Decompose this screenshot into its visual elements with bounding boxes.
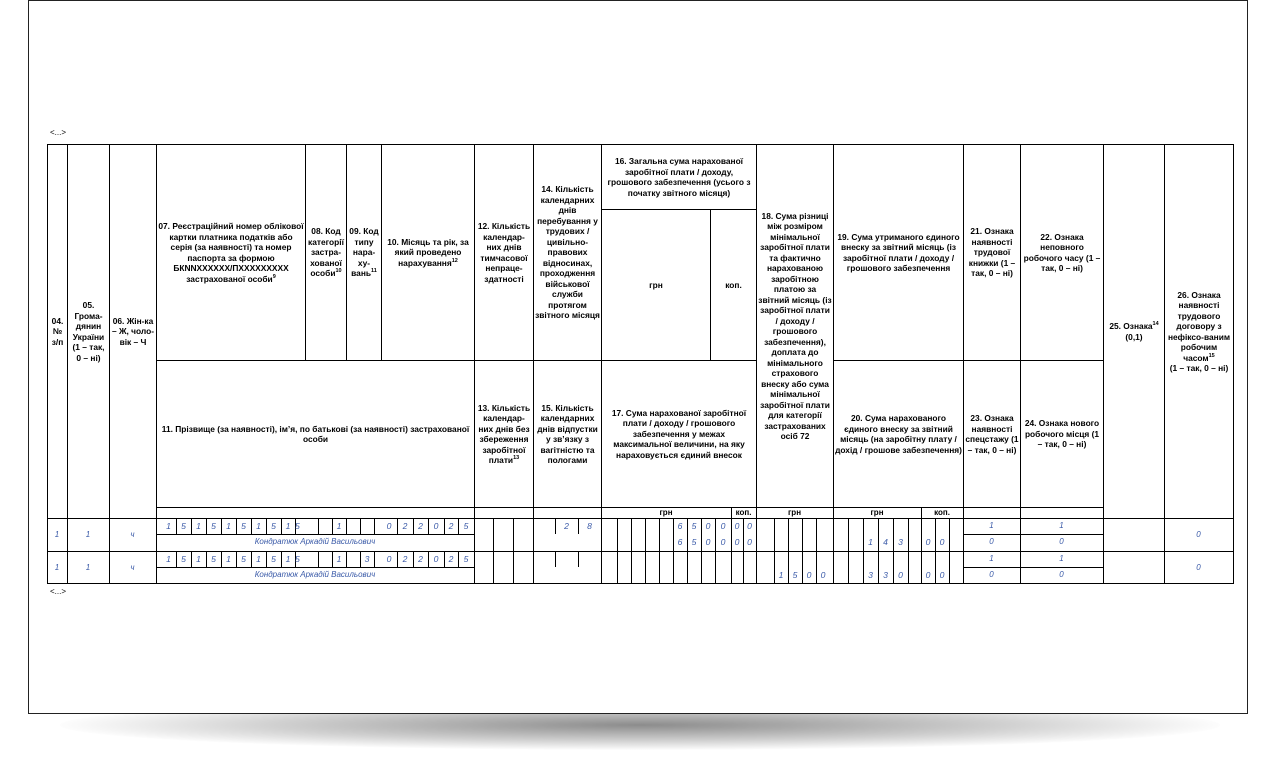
header-14	[533, 144, 602, 361]
code-divider	[346, 518, 347, 534]
flag-22: 1	[1059, 521, 1064, 530]
sum18-divider	[788, 518, 789, 551]
header-15	[533, 360, 602, 508]
header-22	[1020, 144, 1104, 361]
header-08-footnote: 10	[335, 268, 342, 275]
header-22-text: 22. Ознака неповного робочого часу (1 – так, 0 – ні)	[1023, 231, 1101, 273]
units-divider	[1020, 507, 1021, 518]
sum18-digit: 0	[820, 570, 826, 580]
sum18-divider	[774, 518, 775, 551]
row-days12-cell	[474, 518, 534, 552]
header-16-kop	[710, 209, 757, 361]
header-16-grn	[601, 209, 711, 361]
days-divider	[513, 518, 514, 551]
sum20-digit: 4	[883, 537, 888, 547]
tax-id-digit: 1	[256, 521, 261, 531]
header-18	[756, 144, 834, 508]
tax-id-digit: 5	[271, 554, 276, 564]
month-year-digit: 2	[402, 554, 408, 564]
header-25-text: 25. Ознака$^{14}$ (0,1)	[1109, 321, 1159, 342]
month-year-digit: 2	[402, 521, 408, 531]
tax-id-digit: 5	[271, 521, 276, 531]
header-16-kop-text: коп.	[725, 279, 742, 290]
month-year-digit: 5	[463, 554, 469, 564]
unit-label-18-grn: грн	[787, 508, 802, 517]
row-sum18-cell	[756, 518, 834, 552]
header-13	[474, 360, 534, 508]
tax-id-digit: 1	[196, 554, 201, 564]
units-divider	[474, 507, 475, 518]
header-08	[305, 144, 347, 361]
header-05	[67, 144, 110, 519]
unit-label-20-grn: грн	[870, 508, 884, 517]
month-year-digit: 2	[448, 554, 454, 564]
tax-id-digit: 1	[166, 554, 171, 564]
month-year-digit: 0	[433, 554, 439, 564]
header-23-text: 23. Ознака наявності спецстажу (1 – так, 0 – ні)	[965, 413, 1019, 455]
flag-23: 0	[989, 537, 994, 546]
days-divider	[555, 551, 556, 567]
sum20-divider	[949, 551, 950, 583]
row-sex: ч	[130, 563, 135, 572]
header-15-text: 15. Кількість календарних днів відпустки у зв’язку з вагітністю та пологами	[537, 402, 598, 465]
flag-24: 0	[1059, 537, 1064, 546]
sum-divider	[645, 551, 646, 583]
month-year-digit: 2	[418, 521, 423, 531]
month-year-digit: 0	[386, 554, 392, 564]
code-divider	[374, 518, 375, 534]
header-21	[963, 144, 1021, 361]
code-divider	[374, 551, 375, 567]
header-11	[156, 360, 475, 508]
header-12	[474, 144, 534, 361]
header-10	[381, 144, 475, 361]
sum17-digit: 0	[705, 537, 711, 547]
month-year-digit: 0	[433, 521, 439, 531]
flag-24: 0	[1059, 570, 1064, 579]
sum20-kop-digit: 0	[925, 537, 931, 547]
sum20-divider	[908, 551, 909, 583]
tax-id-digit: 1	[226, 521, 231, 531]
category-digit: 1	[336, 521, 342, 531]
sum16-digit: 6	[677, 521, 683, 531]
header-25-footnote: 14	[1152, 321, 1159, 328]
sum-divider	[617, 518, 618, 551]
sum-divider	[631, 551, 632, 583]
days14-digit: 8	[587, 521, 592, 531]
row-citizen: 1	[85, 563, 91, 572]
header-08-text: 08. Код категорії застра-хованої особи$^{10}$	[308, 226, 344, 279]
sum-divider	[715, 551, 716, 583]
sum16-kop-digit: 0	[734, 521, 740, 531]
sum16-digit: 0	[705, 521, 711, 531]
header-17-text: 17. Сума нарахованої заробітної плати / доходу / грошового забезпечення у межах максимальної величини, на яку нараховується єдиний внесок	[611, 407, 747, 460]
sum20-divider	[848, 551, 849, 583]
code-divider	[346, 551, 347, 567]
days-divider	[513, 551, 514, 583]
sum-divider	[731, 551, 732, 583]
sum18-digit: 0	[806, 570, 812, 580]
tax-id-digit: 5	[241, 521, 246, 531]
type-code-digit: 3	[364, 554, 370, 564]
ellipsis-top: <...>	[50, 128, 67, 137]
row-citizen: 1	[85, 530, 91, 539]
row-number: 1	[54, 530, 60, 539]
sum-divider	[645, 518, 646, 551]
header-07-footnote: 9	[272, 273, 276, 280]
sum-divider	[743, 551, 744, 583]
header-04-text: 04. № з/п	[51, 315, 64, 347]
header-18-text: 18. Сума різниці між розміром мінімальної заробітної плати та фактично нарахованою заробітною платою за звітний місяць (із заробітної плати / доходу / грошового забезпечення), доплата до мінімального страхового внеску або сума мінімальної заробітної плати для категорії застрахованих осіб 72	[758, 210, 832, 441]
row-f25-cell	[1103, 551, 1165, 584]
sum16-digit: 0	[720, 521, 726, 531]
flag-26: 0	[1196, 563, 1201, 572]
sum20-divider	[908, 518, 909, 551]
code-divider	[360, 518, 361, 534]
header-06-text: 06. Жін-ка – Ж, чоло-вік – Ч	[111, 315, 155, 347]
header-19-text: 19. Сума утриманого єдиного внеску за звітний місяць (із заробітної плати / доходу / грошового забезпечення	[837, 231, 960, 273]
code-divider	[318, 518, 319, 534]
ellipsis-bottom: <...>	[50, 587, 67, 596]
sum-divider	[687, 551, 688, 583]
header-05-text: 05. Грома-дянин України (1 – так, 0 – ні)	[72, 300, 105, 363]
sum18-divider	[816, 518, 817, 551]
header-25	[1103, 144, 1165, 519]
sum20-digit: 0	[898, 570, 903, 580]
header-13-footnote: 13	[513, 455, 520, 462]
header-21-text: 21. Ознака наявності трудової книжки (1 – так, 0 – ні)	[968, 226, 1016, 279]
header-26	[1164, 144, 1234, 519]
sum-divider	[701, 551, 702, 583]
row-days14-cell	[533, 551, 602, 584]
header-14-text: 14. Кількість календарних днів перебування у трудових / цивільно-правових відносинах, проходження військової служби протягом звітного місяця	[535, 184, 600, 321]
tax-id-digit: 1	[226, 554, 231, 564]
sum-divider	[659, 518, 660, 551]
category-digit: 1	[336, 554, 342, 564]
month-year-digit: 2	[418, 554, 423, 564]
header-17	[601, 360, 757, 508]
unit-label-16-kop: коп.	[735, 508, 752, 517]
row-sex: ч	[130, 530, 135, 539]
header-26-footnote: 15	[1208, 352, 1215, 359]
sum18-digit: 1	[778, 570, 784, 580]
tax-id-digit: 5	[211, 554, 216, 564]
sum20-kop-digit: 0	[939, 537, 945, 547]
header-10-footnote: 12	[451, 257, 458, 264]
header-09-footnote: 11	[371, 268, 377, 275]
sum17-kop-digit: 0	[734, 537, 740, 547]
sum20-digit: 3	[868, 570, 873, 580]
row-days12-cell	[474, 551, 534, 584]
sum18-digit: 5	[792, 570, 798, 580]
header-16-grn-text: грн	[649, 279, 663, 290]
tax-id-digit: 5	[181, 554, 186, 564]
sum-divider	[617, 551, 618, 583]
header-11-text: 11. Прізвище (за наявності), ім’я, по батькові (за наявності) застрахованої особи	[161, 423, 470, 444]
month-year-digit: 5	[463, 521, 469, 531]
header-13-text: 13. Кількість календар-них днів без збереження заробітної плати$^{13}$	[477, 402, 531, 465]
tax-id-digit: 1	[166, 521, 171, 531]
sum-divider	[631, 518, 632, 551]
header-19	[833, 144, 964, 361]
header-23	[963, 360, 1021, 508]
tax-id-digit: 1	[256, 554, 261, 564]
units-divider	[963, 507, 964, 518]
row-number: 1	[54, 563, 60, 572]
header-07	[156, 144, 306, 361]
header-24	[1020, 360, 1104, 508]
header-09-text: 09. Код типу нара-ху-вань$^{11}$	[349, 226, 379, 279]
sum20-divider	[848, 518, 849, 551]
header-07-text: 07. Реєстраційний номер облікової картки платника податків або серія (за наявності) та номер паспорта за формою БКNNXXXXXX/ПXXXXXXXXX застрахованої особи$^9$	[158, 221, 304, 284]
sum20-digit: 1	[868, 537, 873, 547]
month-year-digit: 0	[386, 521, 392, 531]
unit-label-20-kop: коп.	[934, 508, 950, 517]
flag-21: 1	[989, 554, 994, 563]
tax-id-digit: 1	[196, 521, 201, 531]
days-divider	[493, 518, 494, 551]
sum16-digit: 5	[691, 521, 697, 531]
days-divider	[578, 551, 579, 567]
header-16	[601, 144, 757, 210]
header-20-text: 20. Сума нарахованого єдиного внеску за звітний місяць (на заробітну плату / дохід / грошове забезпечення)	[835, 413, 962, 455]
tax-id-digit: 5	[211, 521, 216, 531]
insured-person-name: Кондратюк Аркадій Васильович	[254, 570, 376, 579]
header-10-text: 10. Місяць та рік, за який проведено нарахування$^{12}$	[387, 236, 469, 268]
sum-divider	[673, 551, 674, 583]
days14-digit: 2	[564, 521, 569, 531]
days-divider	[493, 551, 494, 583]
header-26-subtext: (1 – так, 0 – ні)	[1169, 363, 1229, 373]
sum17-digit: 5	[691, 537, 697, 547]
header-16-text: 16. Загальна сума нарахованої заробітної плати / доходу, грошового забезпечення (усього з початку звітного місяця)	[607, 156, 751, 198]
sum18-divider	[802, 518, 803, 551]
header-25-subtext: (0,1)	[1125, 331, 1143, 342]
code-divider	[318, 551, 319, 567]
header-20	[833, 360, 964, 508]
sum17-digit: 6	[677, 537, 683, 547]
flag-26: 0	[1196, 530, 1201, 539]
row-f25-cell	[1103, 518, 1165, 552]
unit-label-16-grn: грн	[659, 508, 673, 517]
sum20-kop-digit: 0	[925, 570, 931, 580]
header-24-text: 24. Ознака нового робочого місця (1 – так, 0 – ні)	[1024, 418, 1100, 450]
sum16-kop-digit: 0	[747, 521, 752, 531]
header-04	[47, 144, 68, 519]
tax-id-digit: 5	[181, 521, 186, 531]
month-year-digit: 2	[448, 521, 454, 531]
tax-id-digit: 1	[285, 521, 291, 531]
sum20-divider	[949, 518, 950, 551]
sum17-kop-digit: 0	[747, 537, 752, 547]
header-06	[109, 144, 157, 519]
sum17-digit: 0	[720, 537, 726, 547]
sum20-digit: 3	[898, 537, 903, 547]
flag-22: 1	[1059, 554, 1064, 563]
insured-person-name: Кондратюк Аркадій Васильович	[254, 537, 376, 546]
units-divider	[533, 507, 534, 518]
sum20-kop-digit: 0	[939, 570, 945, 580]
tax-id-digit: 1	[285, 554, 291, 564]
tax-id-digit: 5	[241, 554, 246, 564]
header-26-text: 26. Ознака наявності трудового договору з нефіксо-ваним робочим часом$^{15}$ (1 – так, 0 – ні)	[1167, 289, 1231, 373]
flag-23: 0	[989, 570, 994, 579]
sum-divider	[659, 551, 660, 583]
flag-21: 1	[989, 521, 994, 530]
header-12-text: 12. Кількість календар-них днів тимчасової непраце-здатності	[477, 221, 531, 284]
sum20-digit: 3	[883, 570, 888, 580]
header-09	[346, 144, 382, 361]
row-sum16-cell	[601, 551, 757, 584]
